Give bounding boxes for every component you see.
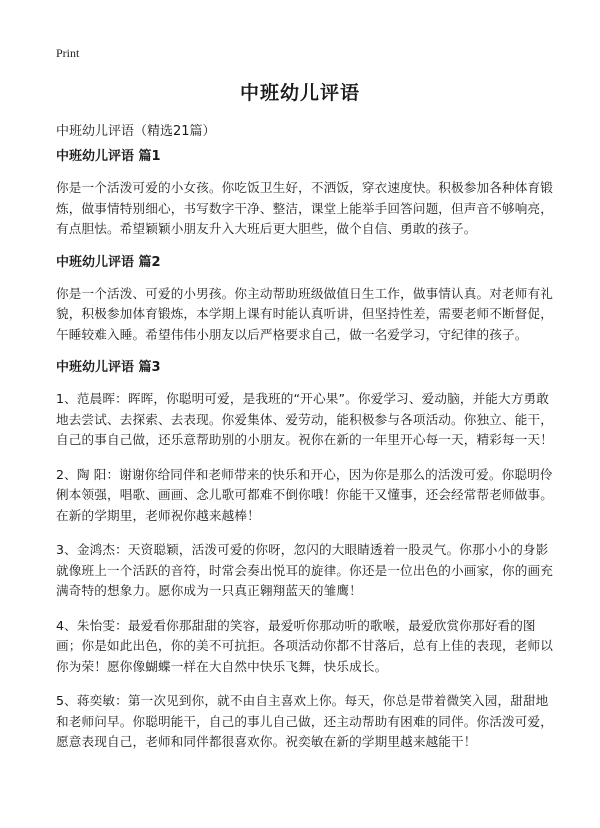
section-heading: 中班幼儿评语 篇2 bbox=[56, 254, 161, 270]
paragraph: 5、蒋奕敏：第一次见到你，就不由自主喜欢上你。每天，你总是带着微笑入园，甜甜地和老师问早。你聪明能干，自己的事儿自己做，还主动帮助有困难的同伴。你活泼可爱，愿意表现自己，老师和同伴都很喜欢你。祝奕敏在新的学期里越来越能干！ bbox=[56, 693, 554, 749]
paragraph: 你是一个活泼、可爱的小男孩。你主动帮助班级做值日生工作，做事情认真。对老师有礼貌，积极参加体育锻炼，本学期上课有时能认真听讲，但坚持性差，需要老师不断督促，午睡较难入睡。希望伟伟小朋友以后严格要求自己，做一名爱学习，守纪律的孩子。 bbox=[56, 285, 554, 342]
section-3 bbox=[56, 359, 556, 753]
section-1 bbox=[56, 148, 556, 240]
article-body bbox=[56, 148, 556, 767]
paragraph: 2、陶 阳：谢谢你给同伴和老师带来的快乐和开心，因为你是那么的活泼可爱。你聪明伶俐本领强，唱歌、画画、念儿歌可都难不倒你哦！你能干又懂事，还会经常帮老师做事。在新的学期里，老师祝你越来越棒！ bbox=[56, 466, 554, 523]
paragraph: 3、金鸿杰：天资聪颖，活泼可爱的你呀，忽闪的大眼睛透着一股灵气。你那小小的身影就像班上一个活跃的音符，时常会奏出悦耳的旋律。你还是一位出色的小画家，你的画充满奇特的想象力。愿你成为一只真正翱翔蓝天的雏鹰！ bbox=[56, 542, 554, 598]
page-title: 中班幼儿评语 bbox=[239, 82, 360, 104]
print-link[interactable]: Print bbox=[56, 46, 80, 60]
paragraph: 1、范晨晖：晖晖，你聪明可爱，是我班的“开心果”。你爱学习、爱动脑，并能大方勇敢地去尝试、去探索、去表现。你爱集体、爱劳动，能积极参与各项活动。你独立、能干，自己的事自己做，还乐意帮助别的小朋友。祝你在新的一年里开心每一天，精彩每一天！ bbox=[56, 391, 554, 447]
page-subtitle: 中班幼儿评语（精选21篇） bbox=[56, 124, 216, 139]
paragraph: 4、朱怡雯：最爱看你那甜甜的笑容，最爱听你那动听的歌喉，最爱欣赏你那好看的图画；你是如此出色，你的美不可抗拒。各项活动你都不甘落后，总有上佳的表现，老师以你为荣！愿你像蝴蝶一样在大自然中快乐飞舞，快乐成长。 bbox=[56, 617, 554, 674]
paragraph: 你是一个活泼可爱的小女孩。你吃饭卫生好，不洒饭，穿衣速度快。积极参加各种体育锻炼，做事情特别细心，书写数字干净、整洁，课堂上能举手回答问题，但声音不够响亮，有点胆怯。希望颖颖小朋友升入大班后更大胆些，做个自信、勇敢的孩子。 bbox=[56, 180, 554, 236]
section-2 bbox=[56, 254, 556, 346]
section-heading: 中班幼儿评语 篇1 bbox=[56, 149, 161, 164]
section-heading: 中班幼儿评语 篇3 bbox=[56, 360, 161, 375]
